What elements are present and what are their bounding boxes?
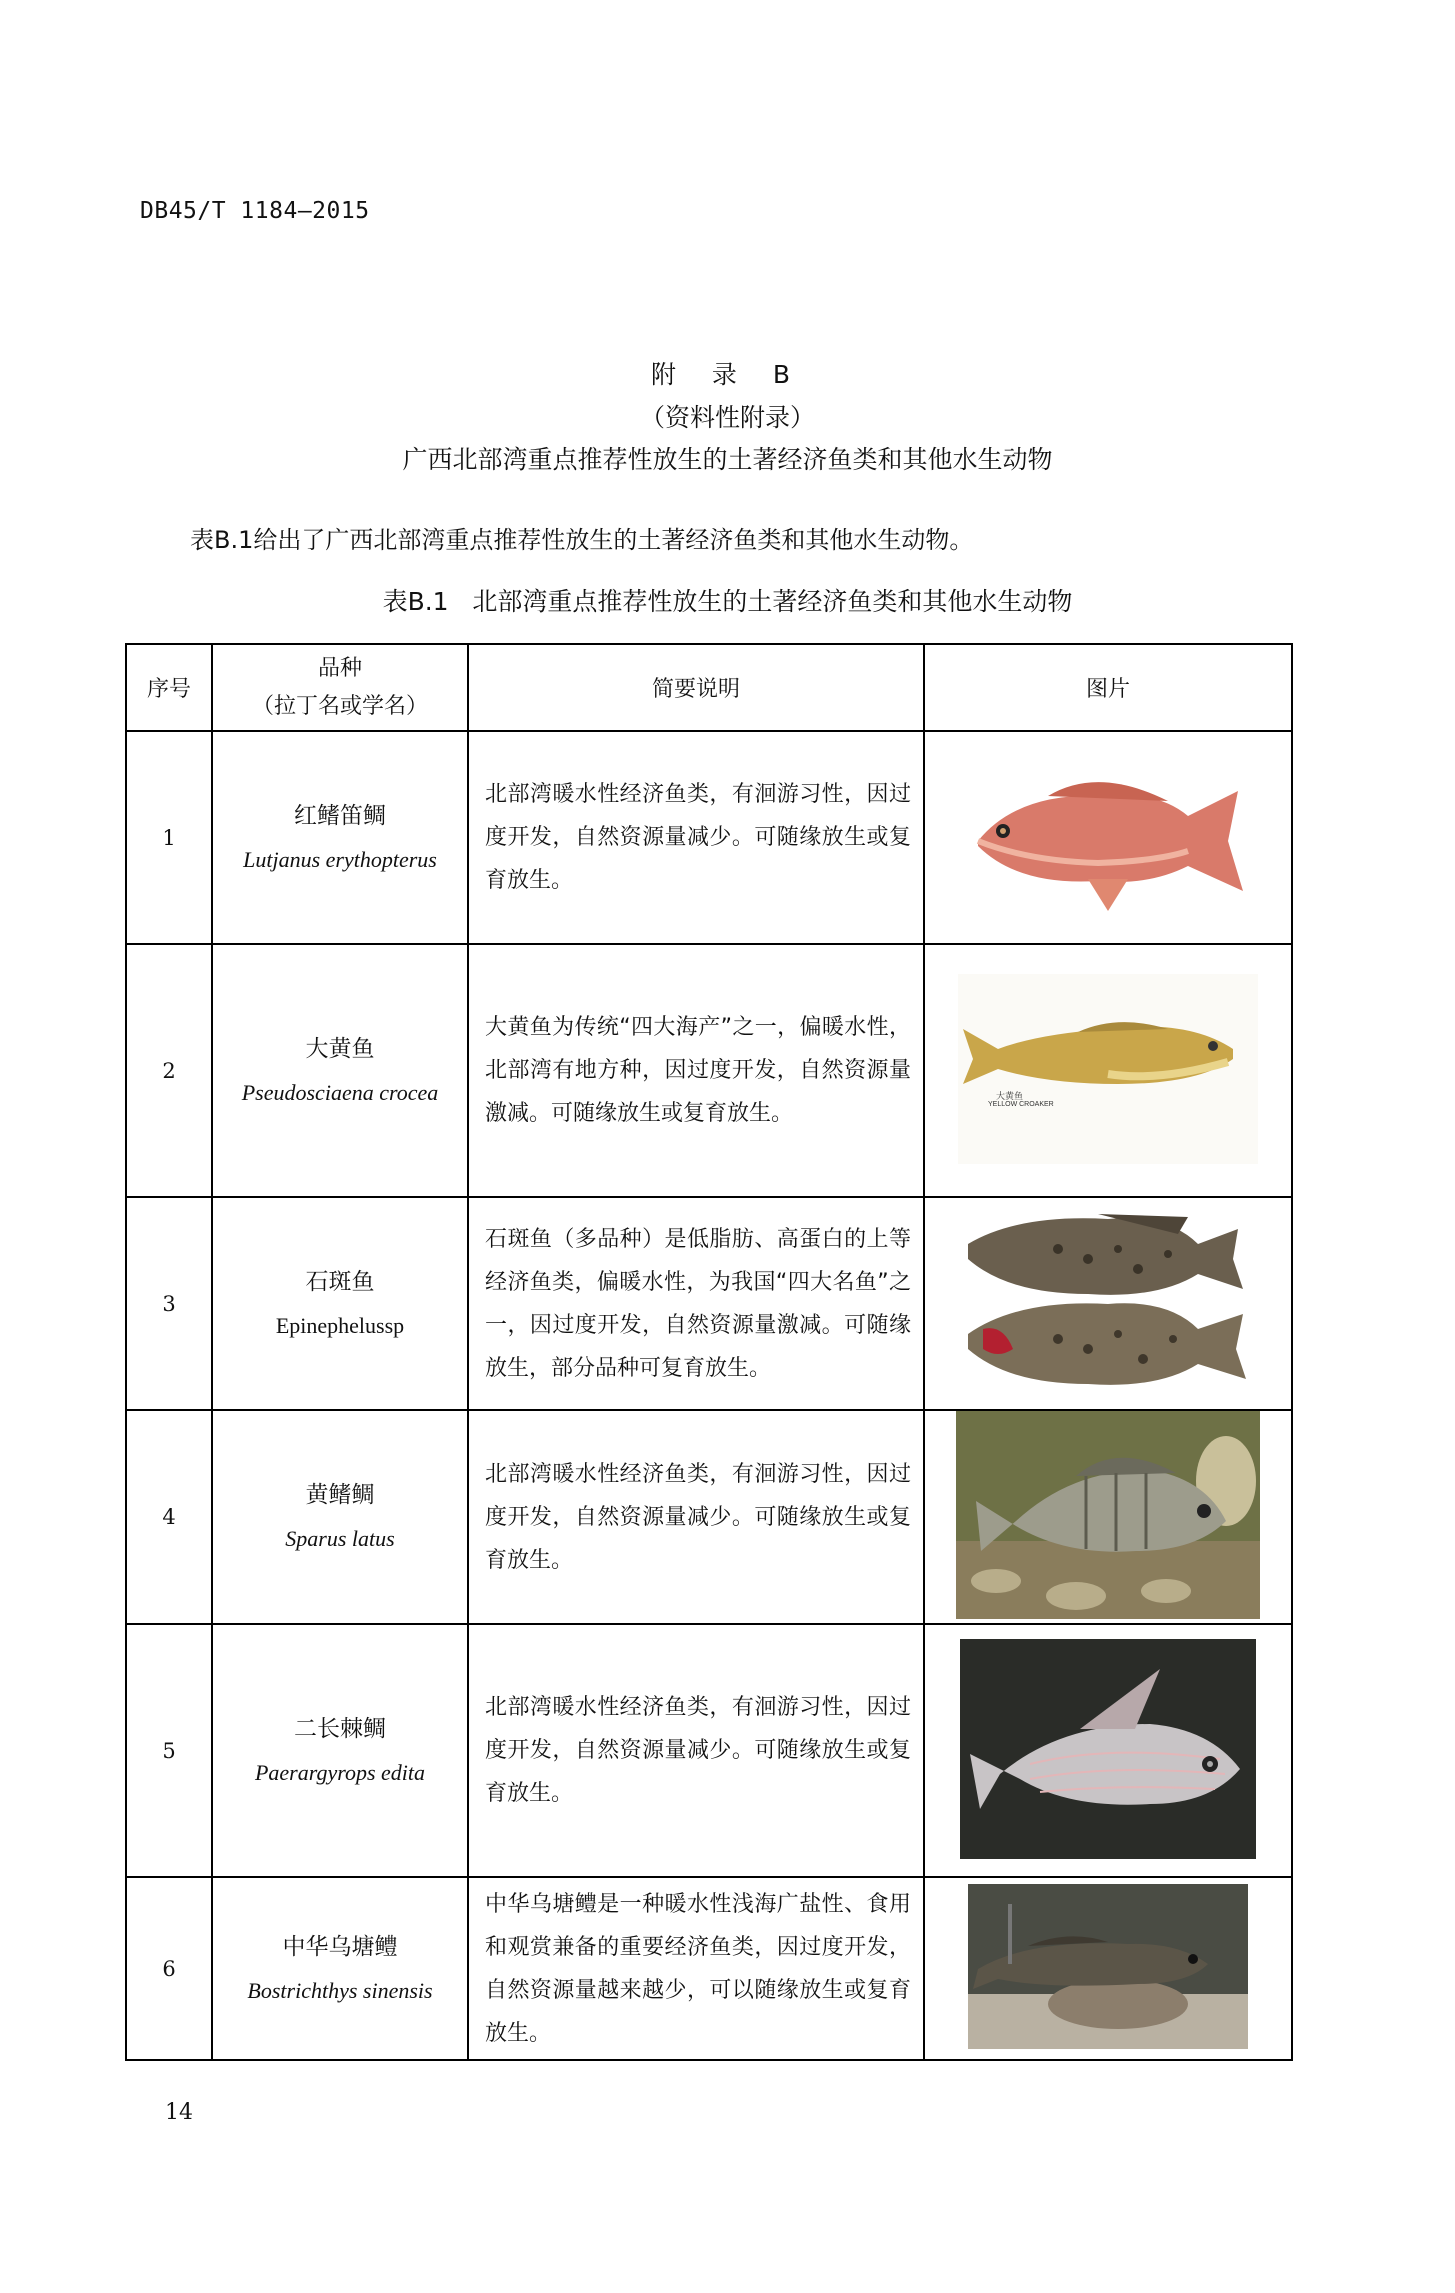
table-row [126,1624,1292,1877]
species-pic-cell [924,1197,1292,1410]
species-latin: Sparus latus [285,1526,395,1551]
row-num: 4 [126,1410,212,1624]
header-species [212,644,468,731]
row-num: 1 [126,731,212,944]
table-row [126,1877,1292,2060]
species-pic-cell [924,944,1292,1197]
header-species-line1: 品种 [317,655,362,681]
table-row [126,731,1292,944]
species-pic-cell [924,1877,1292,2060]
species-desc: 北部湾暖水性经济鱼类，有洄游习性，因过度开发，自然资源量减少。可随缘放生或复育放生。 [468,1624,924,1877]
species-latin: Pseudosciaena crocea [241,1079,439,1105]
sleeper-goby-photo [968,1884,1248,2049]
croaker-caption-cn: 大黄鱼 [996,1091,1024,1102]
species-cn: 大黄鱼 [305,1035,375,1062]
species-pic-cell [924,731,1292,944]
species-desc: 北部湾暖水性经济鱼类，有洄游习性，因过度开发，自然资源量减少。可随缘放生或复育放生。 [468,731,924,944]
species-name [212,944,468,1197]
header-pic: 图片 [924,644,1292,731]
species-pic-cell [924,1624,1292,1877]
species-desc: 北部湾暖水性经济鱼类，有洄游习性，因过度开发，自然资源量减少。可随缘放生或复育放生。 [468,1410,924,1624]
species-latin: Lutjanus erythopterus [243,846,437,872]
species-table [125,643,1293,2061]
appendix-type: （资料性附录） [639,403,815,432]
appendix-label: 附 录 B [650,360,805,389]
species-desc: 大黄鱼为传统“四大海产”之一，偏暖水性，北部湾有地方种，因过度开发，自然资源量激减。可随缘放生或复育放生。 [468,944,924,1197]
table-row [126,944,1292,1197]
species-desc: 石斑鱼（多品种）是低脂肪、高蛋白的上等经济鱼类，偏暖水性，为我国“四大名鱼”之一，因过度开发，自然资源量激减。可随缘放生，部分品种可复育放生。 [468,1197,924,1410]
header-desc: 简要说明 [468,644,924,731]
species-cn: 红鳍笛鲷 [294,802,386,829]
red-snapper-photo [958,751,1258,921]
species-name [212,731,468,944]
row-num: 3 [126,1197,212,1410]
grouper-photo [958,1199,1258,1404]
species-cn: 二长棘鲷 [294,1715,386,1742]
row-num: 5 [126,1624,212,1877]
species-name [212,1197,468,1410]
table-header-row [126,644,1292,731]
species-name [212,1877,468,2060]
species-desc: 中华乌塘鳢是一种暖水性浅海广盐性、食用和观赏兼备的重要经济鱼类，因过度开发，自然资源量越来越少，可以随缘放生或复育放生。 [468,1877,924,2060]
species-name [212,1410,468,1624]
species-pic-cell [924,1410,1292,1624]
header-species-line2: （拉丁名或学名） [251,693,428,719]
species-latin: Paerargyrops edita [254,1759,426,1785]
table-row [126,1197,1292,1410]
species-cn: 黄鳍鲷 [305,1482,375,1508]
croaker-caption-en: YELLOW CROAKER [988,1100,1054,1108]
species-latin: Epinephelussp [275,1312,405,1338]
table-caption: 表B.1 北部湾重点推荐性放生的土著经济鱼类和其他水生动物 [382,587,1073,616]
page-number: 14 [165,2100,193,2125]
species-cn: 中华乌塘鳢 [282,1933,398,1960]
yellow-croaker-photo [958,974,1258,1164]
intro-paragraph: 表B.1给出了广西北部湾重点推荐性放生的土著经济鱼类和其他水生动物。 [190,526,974,554]
table-row [126,1410,1292,1624]
yellowfin-seabream-photo [956,1411,1260,1619]
row-num: 2 [126,944,212,1197]
species-latin: Bostrichthys sinensis [247,1977,433,2003]
species-cn: 石斑鱼 [305,1268,375,1295]
crimson-seabream-photo [960,1639,1256,1859]
appendix-title: 广西北部湾重点推荐性放生的土著经济鱼类和其他水生动物 [402,445,1053,474]
row-num: 6 [126,1877,212,2060]
document-code: DB45/T 1184—2015 [140,198,370,224]
species-name [212,1624,468,1877]
header-num: 序号 [126,644,212,731]
